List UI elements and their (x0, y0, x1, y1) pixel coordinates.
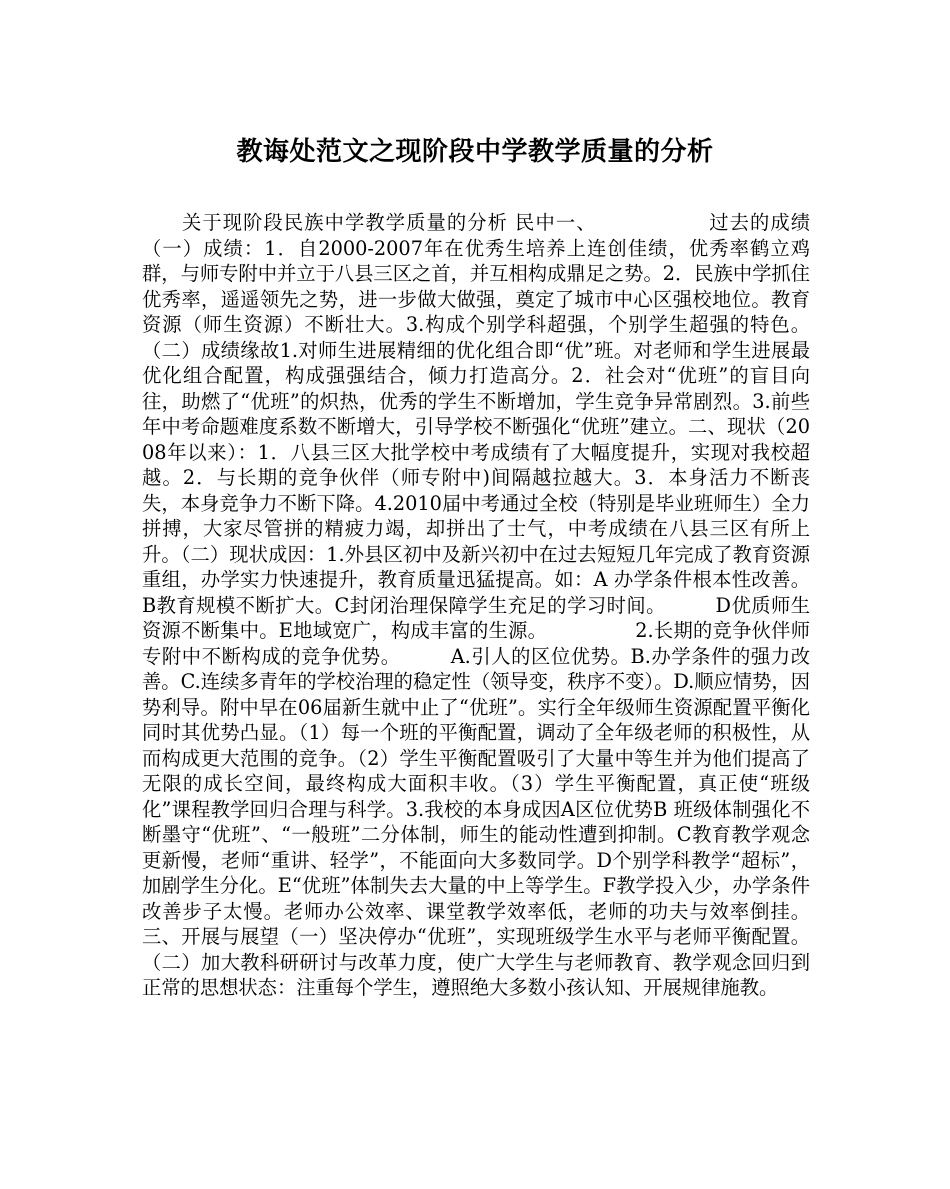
document-title: 教诲处范文之现阶段中学教学质量的分析 (236, 137, 714, 167)
document-body-paragraph: 关于现阶段民族中学教学质量的分析 民中一、 过去的成绩（一）成绩：1．自2000-2007年在优秀生培养上连创佳绩，优秀率鹤立鸡群，与师专附中并立于八县三区之首，并互相构成鼎足之势。2．民族中学抓住优秀率，遥遥领先之势，进一步做大做强，奠定了城市中心区强校地位。教育资源（师生资源）不断壮大。3.构成个别学科超强，个别学生超强的特色。（二）成绩缘故1.对师生进展精细的优化组合即“优”班。对老师和学生进展最优化组合配置，构成强强结合，倾力打造高分。2．社会对“优班”的盲目向往，助燃了“优班”的炽热，优秀的学生不断增加，学生竞争异常剧烈。3.前些年中考命题难度系数不断增大，引导学校不断强化“优班”建立。二、现状（2008年以来）：1．八县三区大批学校中考成绩有了大幅度提升，实现对我校超越。2．与长期的竞争伙伴（师专附中)间隔越拉越大。3．本身活力不断丧失，本身竞争力不断下降。4.2010届中考通过全校（特别是毕业班师生）全力拼搏，大家尽管拼的精疲力竭，却拼出了士气，中考成绩在八县三区有所上升。（二）现状成因：1.外县区初中及新兴初中在过去短短几年完成了教育资源重组，办学实力快速提升，教育质量迅猛提高。如：A 办学条件根本性改善。B教育规模不断扩大。C封闭治理保障学生充足的学习时间。 D优质师生资源不断集中。E地域宽广，构成丰富的生源。 2.长期的竞争伙伴师专附中不断构成的竞争优势。 A.引人的区位优势。B.办学条件的强力改善。C.连续多青年的学校治理的稳定性（领导变，秩序不变）。D.顺应情势，因势利导。附中早在06届新生就中止了“优班”。实行全年级师生资源配置平衡化同时其优势凸显。（1）每一个班的平衡配置，调动了全年级老师的积极性，从而构成更大范围的竞争。（2）学生平衡配置吸引了大量中等生并为他们提高了无限的成长空间，最终构成大面积丰收。（3）学生平衡配置，真正使“班级化”课程教学回归合理与科学。3.我校的本身成因A区位优势B 班级体制强化不断墨守“优班”、“一般班”二分体制，师生的能动性遭到抑制。C教育教学观念更新慢，老师“重讲、轻学”，不能面向大多数同学。D个别学科教学“超标”，加剧学生分化。E“优班”体制失去大量的中上等学生。F教学投入少，办学条件改善步子太慢。老师办公效率、课堂教学效率低，老师的功夫与效率倒挂。三、开展与展望（一）坚决停办“优班”，实现班级学生水平与老师平衡配置。（二）加大教科研研讨与改革力度，使广大学生与老师教育、教学观念回归到正常的思想状态：注重每个学生，遵照绝大多数小孩认知、开展规律施教。 (142, 211, 810, 999)
